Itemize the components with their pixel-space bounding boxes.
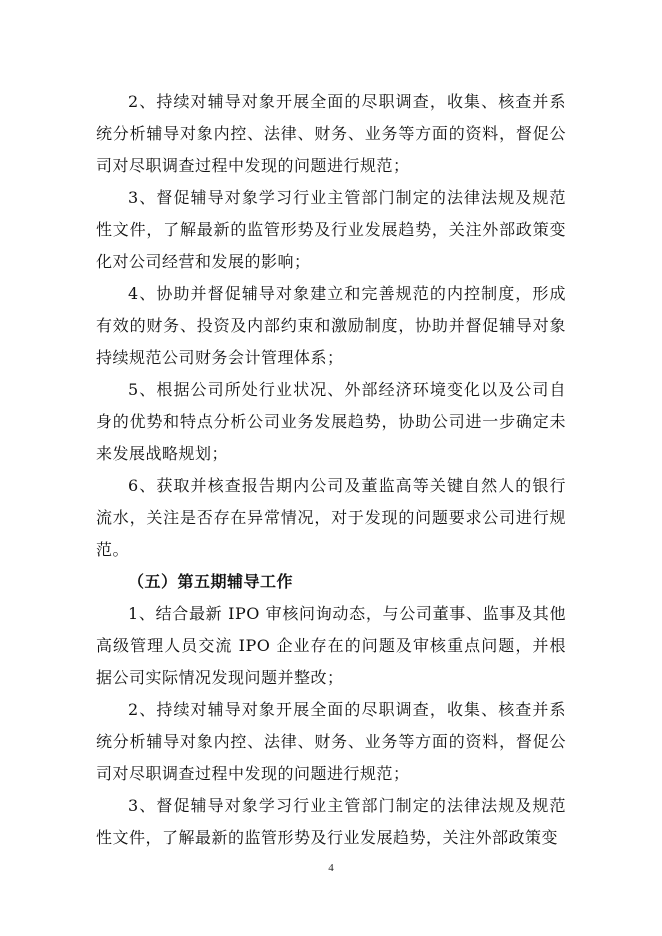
document-body bbox=[96, 86, 566, 854]
paragraph-item-5: 5、根据公司所处行业状况、外部经济环境变化以及公司自身的优势和特点分析公司业务发展趋势，协助公司进一步确定未来发展战略规划； bbox=[96, 380, 566, 463]
paragraph-item-3b: 3、督促辅导对象学习行业主管部门制定的法律法规及规范性文件，了解最新的监管形势及行业发展趋势，关注外部政策变 bbox=[96, 796, 566, 847]
paragraph-item-2b: 2、持续对辅导对象开展全面的尽职调查，收集、核查并系统分析辅导对象内控、法律、财务、业务等方面的资料，督促公司对尽职调查过程中发现的问题进行规范； bbox=[96, 700, 566, 783]
paragraph-item-1: 1、结合最新 IPO 审核问询动态，与公司董事、监事及其他高级管理人员交流 IPO 企业存在的问题及审核重点问题，并根据公司实际情况发现问题并整改； bbox=[96, 604, 566, 687]
paragraph-item-3: 3、督促辅导对象学习行业主管部门制定的法律法规及规范性文件，了解最新的监管形势及行业发展趋势，关注外部政策变化对公司经营和发展的影响； bbox=[96, 188, 566, 271]
section-heading: （五）第五期辅导工作 bbox=[128, 572, 294, 591]
paragraph-item-4: 4、协助并督促辅导对象建立和完善规范的内控制度，形成有效的财务、投资及内部约束和激励制度，协助并督促辅导对象持续规范公司财务会计管理体系； bbox=[96, 284, 566, 367]
page-number: 4 bbox=[328, 862, 334, 874]
paragraph-item-6: 6、获取并核查报告期内公司及董监高等关键自然人的银行流水，关注是否存在异常情况，对于发现的问题要求公司进行规范。 bbox=[96, 476, 566, 559]
paragraph-item-2: 2、持续对辅导对象开展全面的尽职调查，收集、核查并系统分析辅导对象内控、法律、财务、业务等方面的资料，督促公司对尽职调查过程中发现的问题进行规范； bbox=[96, 92, 566, 175]
